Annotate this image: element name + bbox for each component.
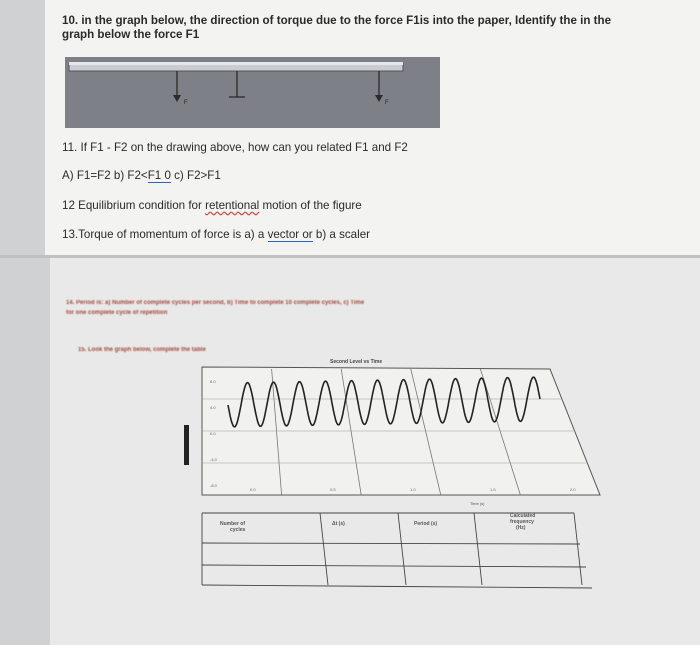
question-11: 11. If F1 - F2 on the drawing above, how can you related F1 and F2 [62, 141, 408, 154]
question-14-line1: 14. Period is: a) Number of complete cycles per second, b) Time to complete 10 complete cycles, c) Time [66, 300, 365, 306]
chart-y-tick-label: -4.0 [210, 457, 217, 462]
chart-y-tick-label: -8.0 [210, 483, 217, 488]
wave-chart [180, 355, 700, 635]
table-row-line [202, 543, 580, 544]
question-11-options [62, 168, 221, 183]
table-col-line [320, 513, 328, 585]
chart-x-tick-label: 1.0 [410, 487, 416, 492]
chart-x-tick-label: 2.0 [570, 487, 576, 492]
options-suffix: c) F2>F1 [170, 169, 221, 182]
question-10-line2: graph below the force F1 [62, 28, 200, 41]
chart-x-tick-label: 0.5 [330, 487, 336, 492]
options-prefix: A) F1=F2 b) F2< [62, 169, 148, 182]
q13-suffix: b) a scaler [312, 228, 371, 241]
q12-prefix: 12 Equilibrium condition for [62, 199, 206, 212]
options-underlined: F1 0 [147, 169, 171, 182]
force-label-left: F [184, 100, 188, 106]
table-col-line [574, 513, 582, 585]
table-col-line [398, 513, 406, 585]
table-col-line [474, 513, 482, 585]
question-10-line1: 10. in the graph below, the direction of torque due to the force F1is into the paper, Identify the in the [62, 14, 612, 27]
question-15: 15. Look the graph below, complete the table [78, 347, 206, 353]
table-header-cell: Number of cycles [220, 521, 246, 533]
q12-spellcheck-word: retentional [205, 199, 260, 212]
beam-diagram [65, 57, 440, 128]
chart-x-label: Time (s) [470, 501, 485, 506]
table-header-cell: Δt (s) [332, 521, 345, 527]
chart-y-tick-label: 0.0 [210, 431, 216, 436]
chart-x-tick-label: 1.5 [490, 487, 496, 492]
q13-underlined: vector or [267, 228, 313, 241]
q13-prefix: 13.Torque of momentum of force is a) a [62, 228, 268, 241]
table-row-line [202, 585, 592, 588]
table-row-line [202, 565, 586, 567]
q12-suffix: motion of the figure [259, 199, 362, 212]
question-14-line2: for one complete cycle of repetition [66, 310, 168, 316]
question-12 [62, 198, 362, 213]
chart-title: Second Level vs Time [330, 359, 383, 365]
force-label-right: F [385, 100, 389, 106]
chart-scale-bar [184, 425, 189, 465]
question-13 [62, 227, 370, 242]
beam-figure [65, 57, 440, 128]
chart-y-tick-label: 4.0 [210, 405, 216, 410]
chart-x-tick-label: 0.0 [250, 487, 256, 492]
table-header-cell: Calculated frequency (Hz) [510, 513, 536, 531]
chart-y-tick-label: 8.0 [210, 379, 216, 384]
table-header-cell: Period (s) [414, 521, 438, 527]
